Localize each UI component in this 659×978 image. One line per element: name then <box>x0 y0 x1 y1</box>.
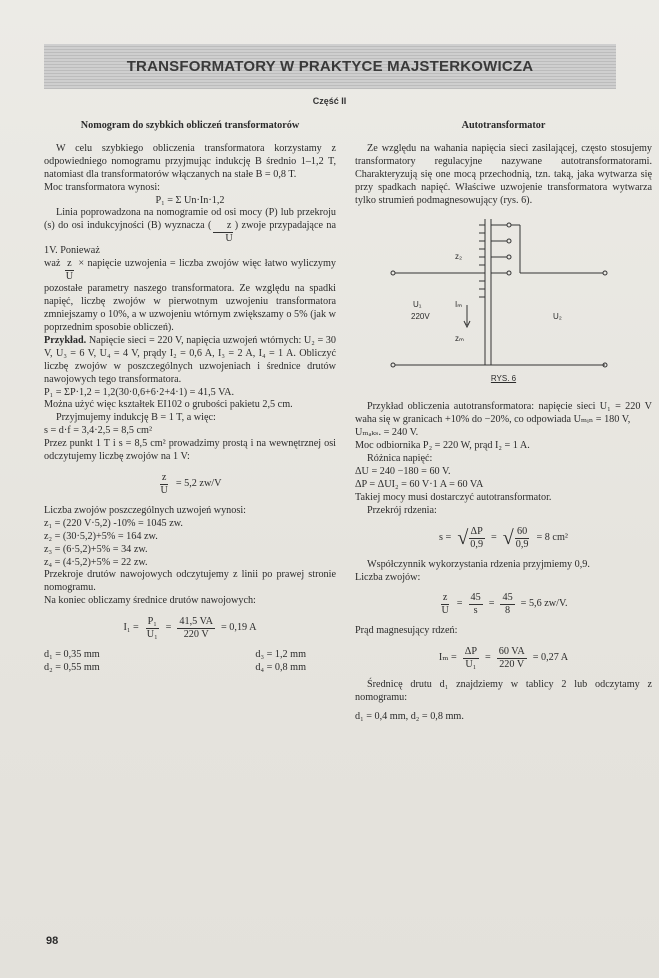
calc-line: Liczba zwojów poszczególnych uzwojeń wynosi: <box>44 504 246 516</box>
turns-line: z₂ = (30·5,2)+5% = 164 zw. <box>44 530 158 542</box>
formula-core-section: s = √ $\frac{\Delta P}{0,9}$ = √ $\frac{60}{0,9}$ = 8 cm² <box>439 525 568 550</box>
calc-line: Przez punkt 1 T i s = 8,5 cm² prowadzimy prostą i na wewnętrznej osi odczytujemy liczbę zwojów na 1 V: <box>44 438 336 463</box>
paragraph: Moc transformatora wynosi: <box>44 181 160 193</box>
label-zm: zₘ <box>455 334 464 344</box>
turns-line: z₃ = (6·5,2)+5% = 34 zw. <box>44 543 148 555</box>
fraction-z-u: $\frac{z}{U}$ <box>65 258 74 283</box>
calc-line: Średnicę drutu d₁ znajdziemy w tablicy 2 lub odczytamy z nomogramu: <box>355 679 652 704</box>
left-heading: Nomogram do szybkich obliczeń transformatorów <box>80 120 300 131</box>
formula-magnetizing-current: Iₘ = $\frac{\Delta P}{\text{U₁}}$ = $\frac{60 VA}{220 V}$ = 0,27 A <box>438 646 569 671</box>
calc-line: ΔU = 240 −180 = 60 V. <box>355 465 451 477</box>
label-u1: U₁ <box>413 300 422 310</box>
paragraph: waż $\frac{z}{U}$ × napięcie uzwojenia = liczba zwojów więc łatwo wyliczymy pozostałe parametry naszego transformatora. Ze względu na spadki napięć, liczbę zwojów w pierwotnym uzwojeniu transformatora zmniejszamy o 10%, a w uzwojeniu wtórnym zwiększamy o 5% (jak w poprzednim sposobie obliczeń). <box>44 258 337 333</box>
formula-current-i1: I₁ = $\frac{\text{P₁}}{\text{U₁}}$ = $\frac{41,5 VA}{220 V}$ = 0,19 A <box>123 616 257 641</box>
right-column <box>355 120 652 724</box>
calc-line: Prąd magnesujący rdzeń: <box>355 625 458 637</box>
calc-line: ΔP = ΔUI₂ = 60 V·1 A = 60 VA <box>355 478 484 490</box>
figure-caption: RYS. 6 <box>490 374 517 384</box>
paragraph: Linia poprowadzona na nomogramie od osi mocy (P) lub przekroju (s) do osi indukcyjności (B) wyznacza ( $\frac{z}{U}$ ) zwoje przypadające na 1V. Ponieważ <box>44 207 336 257</box>
calc-line: Takiej mocy musi dostarczyć autotransformator. <box>355 491 552 503</box>
figure-autotransformer <box>355 215 652 395</box>
formula-turns: $\frac{z}{U}$ = $\frac{45}{s}$ = $\frac{45}{8}$ = 5,6 zw/V. <box>441 592 568 617</box>
part-label: Część II <box>312 96 347 106</box>
paragraph: W celu szybkiego obliczenia transformatora korzystamy z odpowiedniego nomogramu przyjmując indukcję B średnio 1–1,2 T, natomiast dla transformatorów włączanych na stałe B = 0,8 T. <box>44 142 336 180</box>
calc-line: Moc odbiornika P₂ = 220 W, prąd I₂ = 1 A. <box>355 440 530 452</box>
paragraph: Przykład obliczenia autotransformatora: napięcie sieci U₁ = 220 V waha się w granicach +10% do −20%, co odpowiada Uₘᵢₙ = 180 V, <box>355 401 652 426</box>
calc-line: s = d·f = 3,4·2,5 = 8,5 cm² <box>44 425 153 437</box>
right-heading: Autotransformator <box>461 120 546 131</box>
autotransformer-schematic <box>355 215 652 385</box>
calc-line: Współczynnik wykorzystania rdzenia przyjmiemy 0,9. <box>367 558 590 570</box>
diameter-row: d₂ = 0,55 mm d₄ = 0,8 mm <box>44 662 306 674</box>
calc-line: Przyjmujemy indukcję B = 1 T, a więc: <box>56 412 216 424</box>
calc-line: P₁ = ΣP·1,2 = 1,2(30·0,6+6·2+4·1) = 41,5 VA. <box>44 386 235 398</box>
paragraph: Ze względu na wahania napięcia sieci zasilającej, często stosujemy transformatory regulacyjne nazywane autotransformatorami. Charakteryzują się one mocą przechodnią, tzn. taką, jaka wytwarza się przy spadkach napięć. Właściwe uzwojenie transformatora wytwarza tylko strumień podmagnesowujący (rys. 6). <box>355 142 652 206</box>
turns-line: z₄ = (4·5,2)+5% = 22 zw. <box>44 556 148 568</box>
calc-line: Różnica napięć: <box>367 453 433 465</box>
left-column <box>44 120 336 675</box>
formula-turns-per-volt: $\frac{z}{U}$ = 5,2 zw/V <box>160 471 222 496</box>
calc-line: Można użyć więc kształtek EI102 o grubości pakietu 2,5 cm. <box>44 399 293 411</box>
label-im: Iₘ <box>455 300 463 310</box>
page-number: 98 <box>46 935 59 947</box>
example-paragraph: Przykład. Napięcie sieci = 220 V, napięcia uzwojeń wtórnych: U₂ = 30 V, U₃ = 6 V, U₄ = 4 V, prądy I₂ = 0,6 A, I₃ = 2 A, I₄ = 1 A. Obliczyć liczbę zwojów w poszczególnych uzwojeniach i średnice drutów nawojowych tego transformatora. <box>44 334 336 385</box>
calc-line: Uₘₐₖₛ. = 240 V. <box>355 427 419 439</box>
calc-line: Na koniec obliczamy średnice drutów nawojowych: <box>44 595 256 607</box>
calc-line: Liczba zwojów: <box>355 571 421 583</box>
label-z2: z₂ <box>455 252 463 262</box>
turns-line: z₁ = (220 V·5,2) -10% = 1045 zw. <box>44 517 183 529</box>
formula-power: P₁ = Σ Un·In·1,2 <box>155 194 225 206</box>
banner-title: TRANSFORMATORY W PRAKTYCE MAJSTERKOWICZA <box>126 58 534 75</box>
calc-line: d₁ = 0,4 mm, d₂ = 0,8 mm. <box>355 711 464 723</box>
calc-line: Przekroje drutów nawojowych odczytujemy z linii po prawej stronie nomogramu. <box>44 569 336 594</box>
calc-line: Przekrój rdzenia: <box>367 504 437 516</box>
diameter-row: d₁ = 0,35 mm d₃ = 1,2 mm <box>44 649 306 661</box>
fraction-z-u: $\frac{z}{U}$ <box>211 220 234 245</box>
section-banner <box>44 44 616 89</box>
label-220v: 220V <box>411 312 430 322</box>
label-u2: U₂ <box>553 312 562 322</box>
